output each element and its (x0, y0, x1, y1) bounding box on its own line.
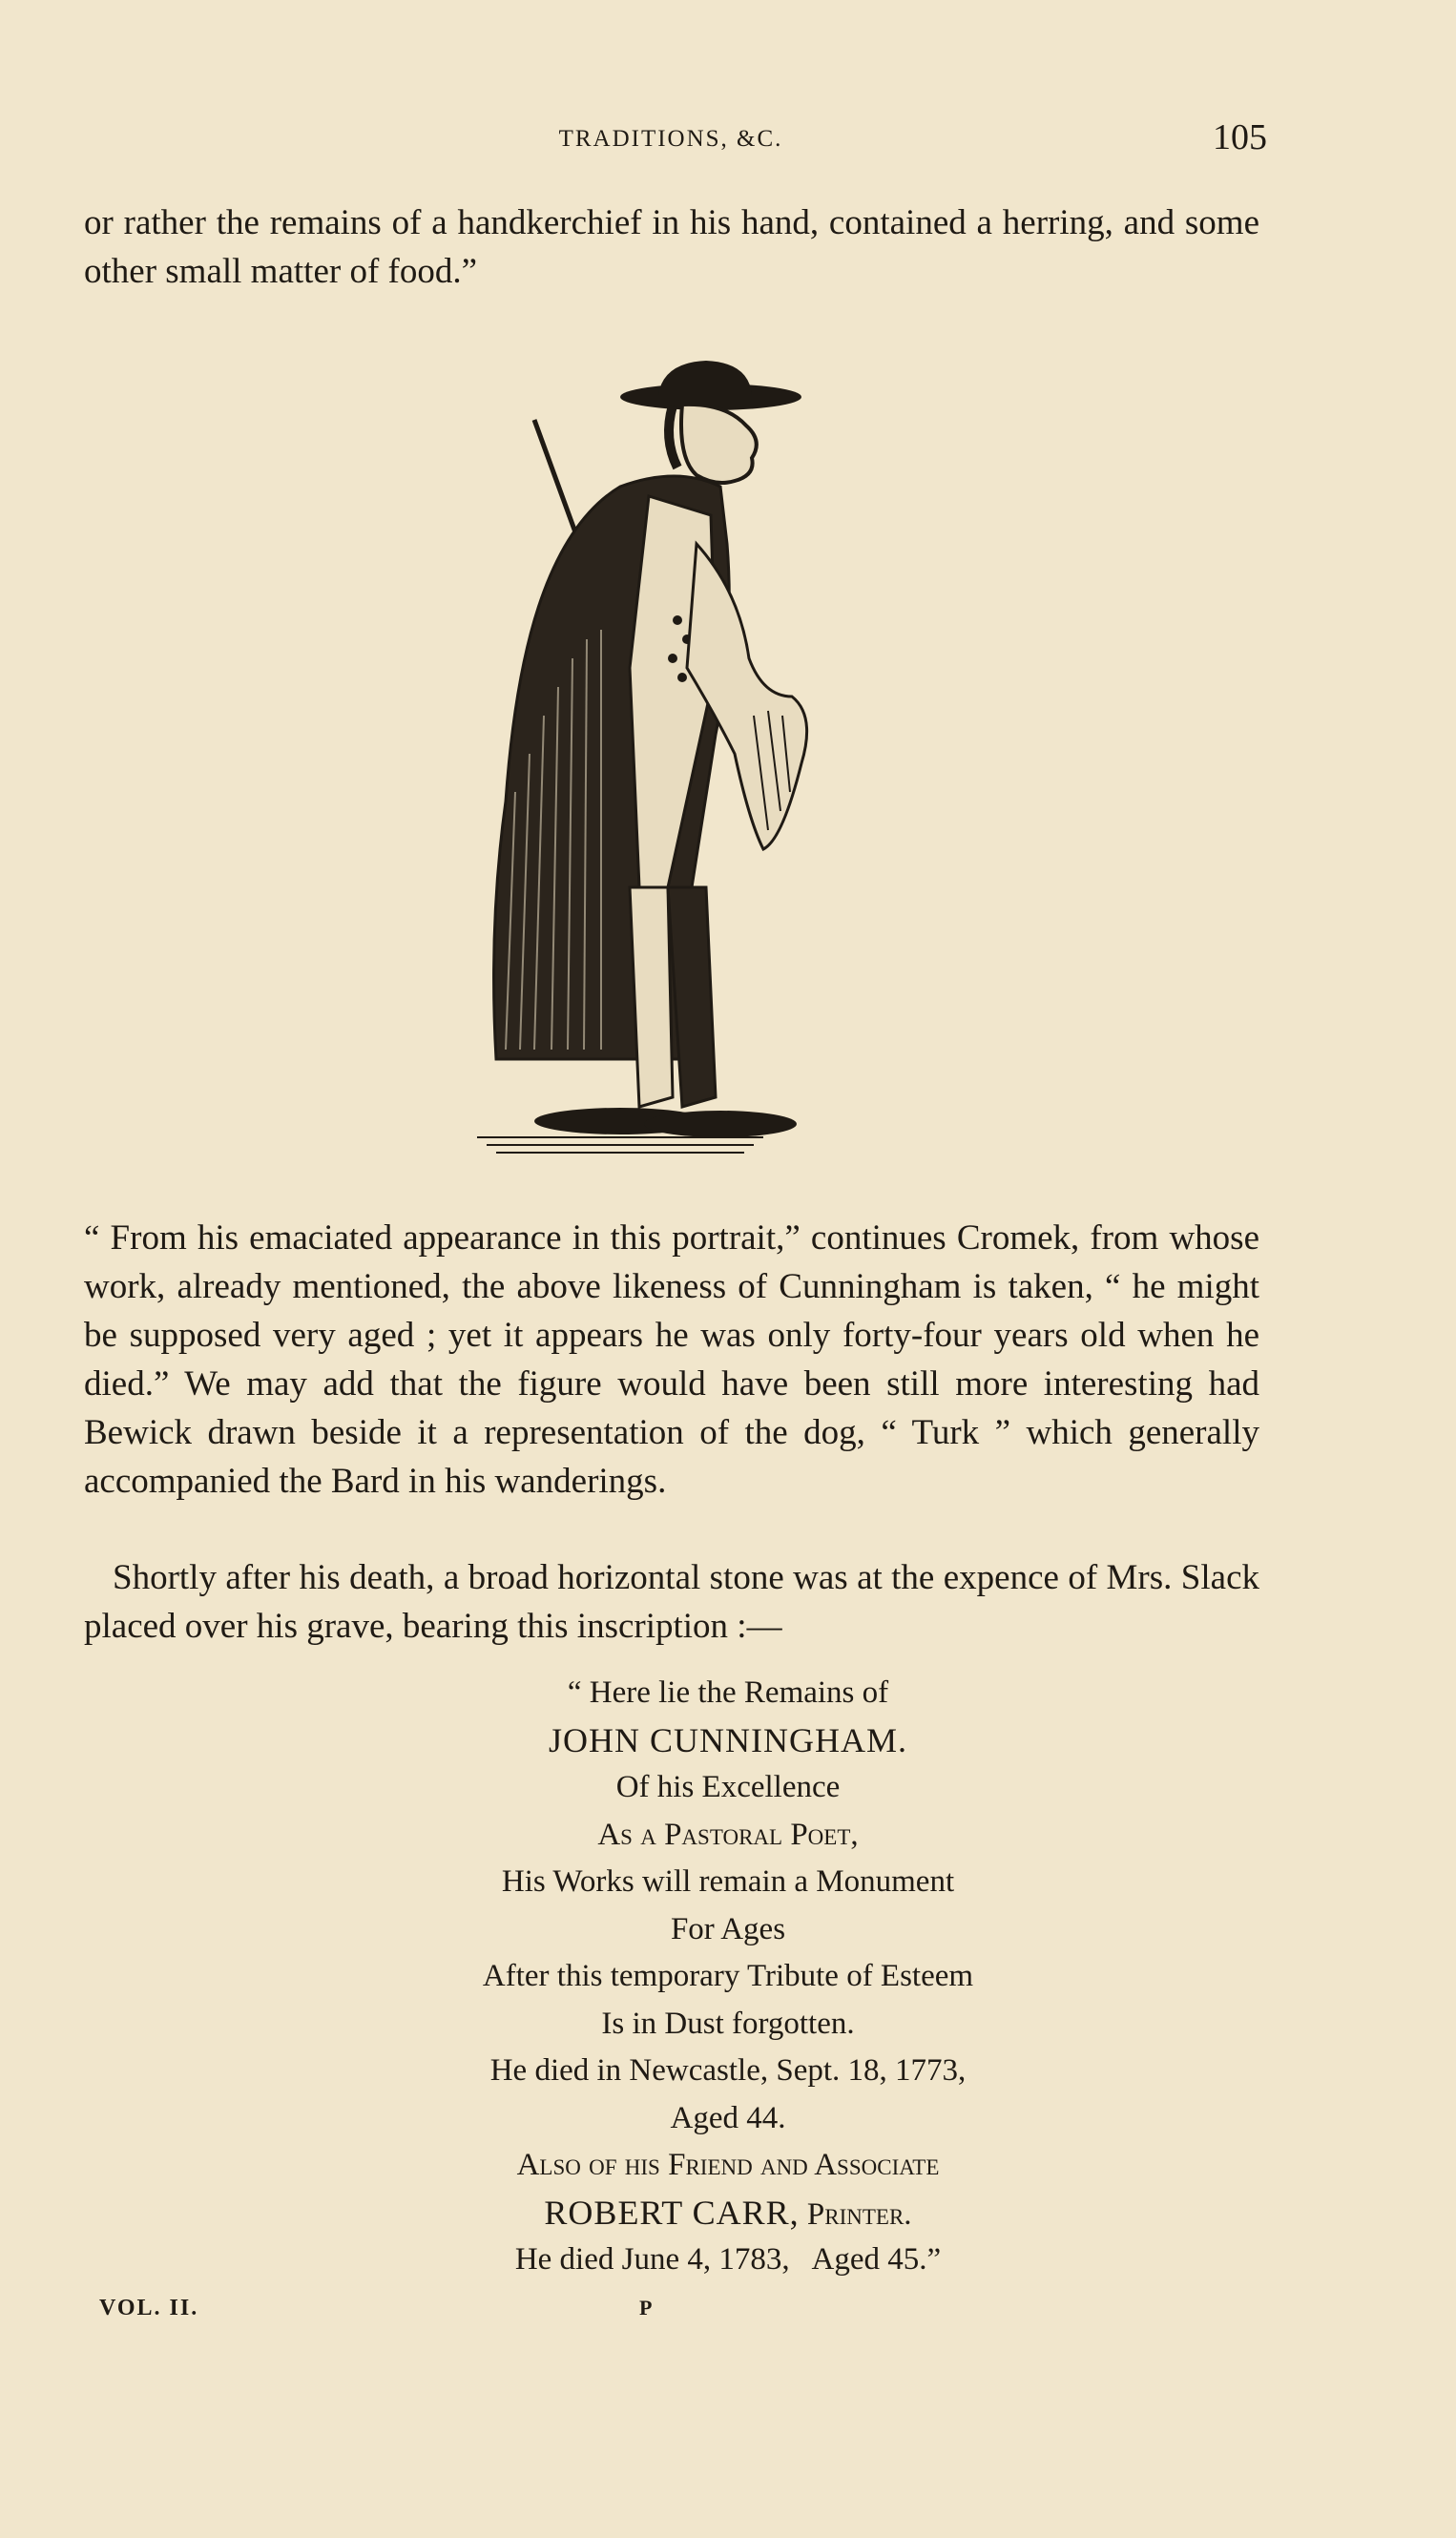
inscription-line: JOHN CUNNINGHAM. (549, 1720, 907, 1759)
volume-signature: VOL. II. (99, 2296, 199, 2320)
paragraph-portrait: “ From his emaciated appearance in this portrait,” continues Cromek, from whose work, already mentioned, the above likeness of Cunningham is taken, “ he might be supposed very aged ; yet it appears he was only forty-four years old when he died.” We may add that the figure would have been still more interesting had Bewick drawn beside it a representation of the dog, “ Turk ” which generally accompanied the Bard in his wanderings. (84, 1218, 1259, 1501)
woodcut-portrait-icon (477, 353, 821, 1169)
paragraph-inscription-intro: Shortly after his death, a broad horizontal stone was at the expence of Mrs. Slack placed over his grave, bearing this inscription :— (84, 1558, 1259, 1646)
inscription-line: For Ages (670, 1911, 786, 1946)
inscription (0, 1670, 1456, 2284)
inscription-line (0, 2190, 1456, 2237)
inscription-line: Is in Dust forgotten. (601, 2006, 855, 2041)
inscription-line: Aged 44. (670, 2100, 786, 2135)
inscription-title: Printer. (806, 2196, 912, 2232)
inscription-name: ROBERT CARR, (544, 2193, 800, 2232)
inscription-line: After this temporary Tribute of Esteem (482, 1959, 974, 1993)
inscription-line: His Works will remain a Monument (501, 1864, 955, 1899)
inscription-line: “ Here lie the Remains of (567, 1675, 889, 1710)
sheet-mark: P (639, 2296, 653, 2320)
inscription-line: Also of his Friend and Associate (516, 2148, 940, 2182)
paragraph-continuation: or rather the remains of a handkerchief in his hand, contained a herring, and some other small matter of food.” (84, 203, 1259, 291)
inscription-line: He died in Newcastle, Sept. 18, 1773, (489, 2053, 967, 2088)
inscription-line: As a Pastoral Poet, (597, 1817, 859, 1852)
running-title: TRADITIONS, &C. (558, 126, 783, 152)
page-number: 105 (1213, 117, 1267, 157)
running-head (74, 116, 1267, 164)
inscription-line: Of his Excellence (615, 1770, 841, 1804)
inscription-line: He died June 4, 1783, Aged 45.” (514, 2242, 942, 2277)
